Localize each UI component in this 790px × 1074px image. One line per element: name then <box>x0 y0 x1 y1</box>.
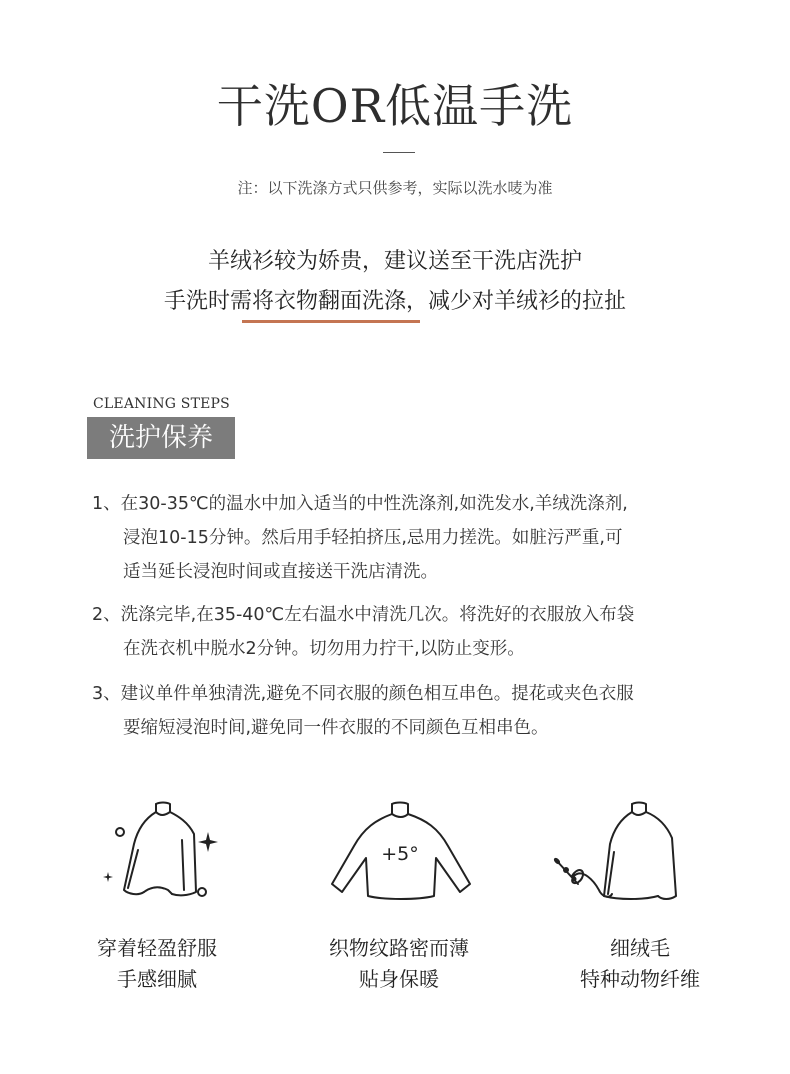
feature-2-line-1: 织物纹路密而薄 <box>329 936 469 960</box>
feature-3-line-2: 特种动物纤维 <box>580 967 700 991</box>
section-title-zh: 洗护保养 <box>108 423 213 453</box>
step-line: 要缩短浸泡时间,避免同一件衣服的不同颜色互相串色。 <box>123 718 549 738</box>
section-title-en: CLEANING STEPS <box>93 396 230 412</box>
step-line: 适当延长浸泡时间或直接送干洗店清洗。 <box>123 562 438 582</box>
step-2 <box>92 598 732 666</box>
highlight-underline <box>242 320 420 323</box>
feature-1-line-2: 手感细腻 <box>117 967 197 991</box>
light-sweater-sparkle-icon <box>98 800 228 910</box>
sweater-needle-thread-icon <box>548 800 698 910</box>
page-title: 干洗OR低温手洗 <box>216 79 574 133</box>
wash-note: 注：以下洗涤方式只供参考，实际以洗水唛为准 <box>237 179 553 197</box>
step-1 <box>92 487 732 589</box>
feature-3-label <box>530 933 750 995</box>
step-line: 在洗衣机中脱水2分钟。切勿用力拧干,以防止变形。 <box>123 639 525 659</box>
temperature-badge: +5° <box>381 843 419 865</box>
step-line: 3、建议单件单独清洗,避免不同衣服的颜色相互串色。提花或夹色衣服 <box>92 684 634 704</box>
intro-line-2-post: 减少对羊绒衫的拉扯 <box>428 289 627 314</box>
step-line: 1、在30-35℃的温水中加入适当的中性洗涤剂,如洗发水,羊绒洗涤剂, <box>92 494 628 514</box>
intro-line-2 <box>0 287 790 317</box>
fitted-sweater-temperature-icon <box>328 800 474 910</box>
title-divider <box>383 152 415 153</box>
feature-2-label <box>289 933 509 995</box>
step-line: 浸泡10-15分钟。然后用手轻拍挤压,忌用力搓洗。如脏污严重,可 <box>123 528 623 548</box>
feature-1-line-1: 穿着轻盈舒服 <box>97 936 217 960</box>
feature-2-line-2: 贴身保暖 <box>359 967 439 991</box>
feature-3-line-1: 细绒毛 <box>610 936 670 960</box>
intro-highlight: 将衣物翻面洗涤， <box>251 289 428 314</box>
feature-1-label <box>47 933 267 995</box>
intro-line-1: 羊绒衫较为娇贵，建议送至干洗店洗护 <box>207 249 582 274</box>
step-line: 2、洗涤完毕,在35-40℃左右温水中清洗几次。将洗好的衣服放入布袋 <box>92 605 635 625</box>
intro-line-2-pre: 手洗时需 <box>163 289 252 314</box>
step-3 <box>92 677 732 745</box>
